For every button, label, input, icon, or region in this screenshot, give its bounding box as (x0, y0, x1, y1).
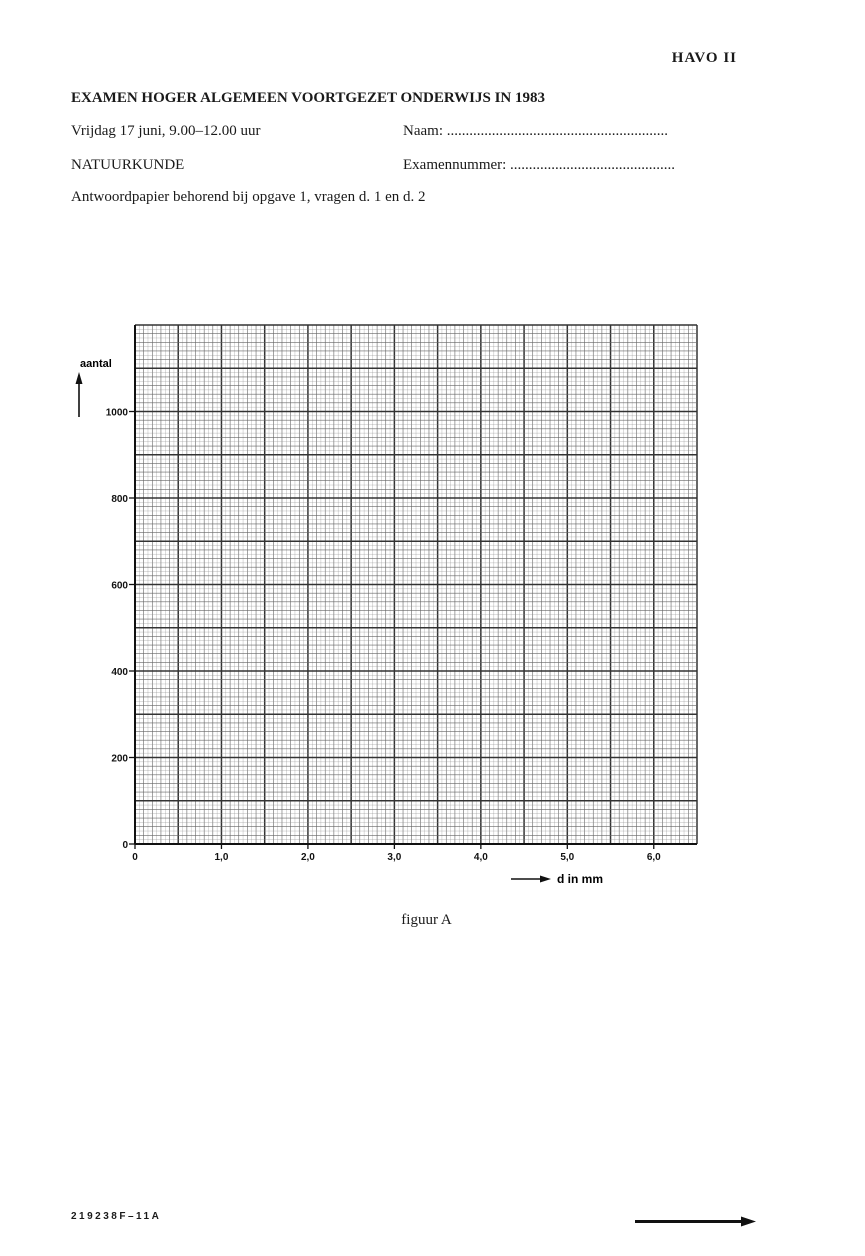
x-axis-ticks (132, 844, 661, 863)
x-tick-label: 4,0 (473, 852, 488, 863)
y-tick-label: 200 (111, 753, 128, 765)
exam-title: EXAMEN HOGER ALGEMEEN VOORTGEZET ONDERWIJS IN 1983 (71, 90, 546, 106)
exam-level: HAVO II (671, 50, 737, 66)
document-code: 219238F–11A (71, 1211, 162, 1222)
x-axis-label: d in mm (557, 872, 604, 886)
arrow-right-icon (635, 1214, 760, 1230)
y-tick-label: 600 (111, 580, 128, 592)
y-tick-label: 400 (111, 667, 128, 678)
y-tick-label: 1000 (105, 407, 128, 419)
figure-caption: figuur A (401, 912, 452, 928)
subject-title: NATUURKUNDE (71, 157, 185, 173)
x-tick-label: 0 (132, 852, 138, 863)
x-tick-label: 2,0 (300, 852, 315, 863)
x-tick-label: 3,0 (387, 852, 402, 863)
graph-paper-chart (0, 300, 865, 900)
y-axis-arrow-icon (76, 372, 83, 417)
name-field-label: Naam: ........................................................... (403, 123, 668, 139)
x-tick-label: 6,0 (646, 852, 661, 863)
exam-date-time: Vrijdag 17 juni, 9.00–12.00 uur (71, 123, 261, 139)
y-axis-label: aantal (80, 358, 112, 370)
exam-number-field-label: Examennummer: ............................................ (403, 157, 676, 173)
y-axis-ticks (106, 408, 135, 852)
x-tick-label: 1,0 (214, 852, 229, 863)
y-tick-label: 0 (122, 840, 128, 851)
x-axis-arrow-icon (511, 876, 551, 883)
x-tick-label: 5,0 (560, 852, 575, 863)
chart-grid (135, 325, 697, 844)
y-tick-label: 800 (111, 494, 128, 505)
instruction-text: Antwoordpapier behorend bij opgave 1, vragen d. 1 en d. 2 (71, 189, 426, 205)
